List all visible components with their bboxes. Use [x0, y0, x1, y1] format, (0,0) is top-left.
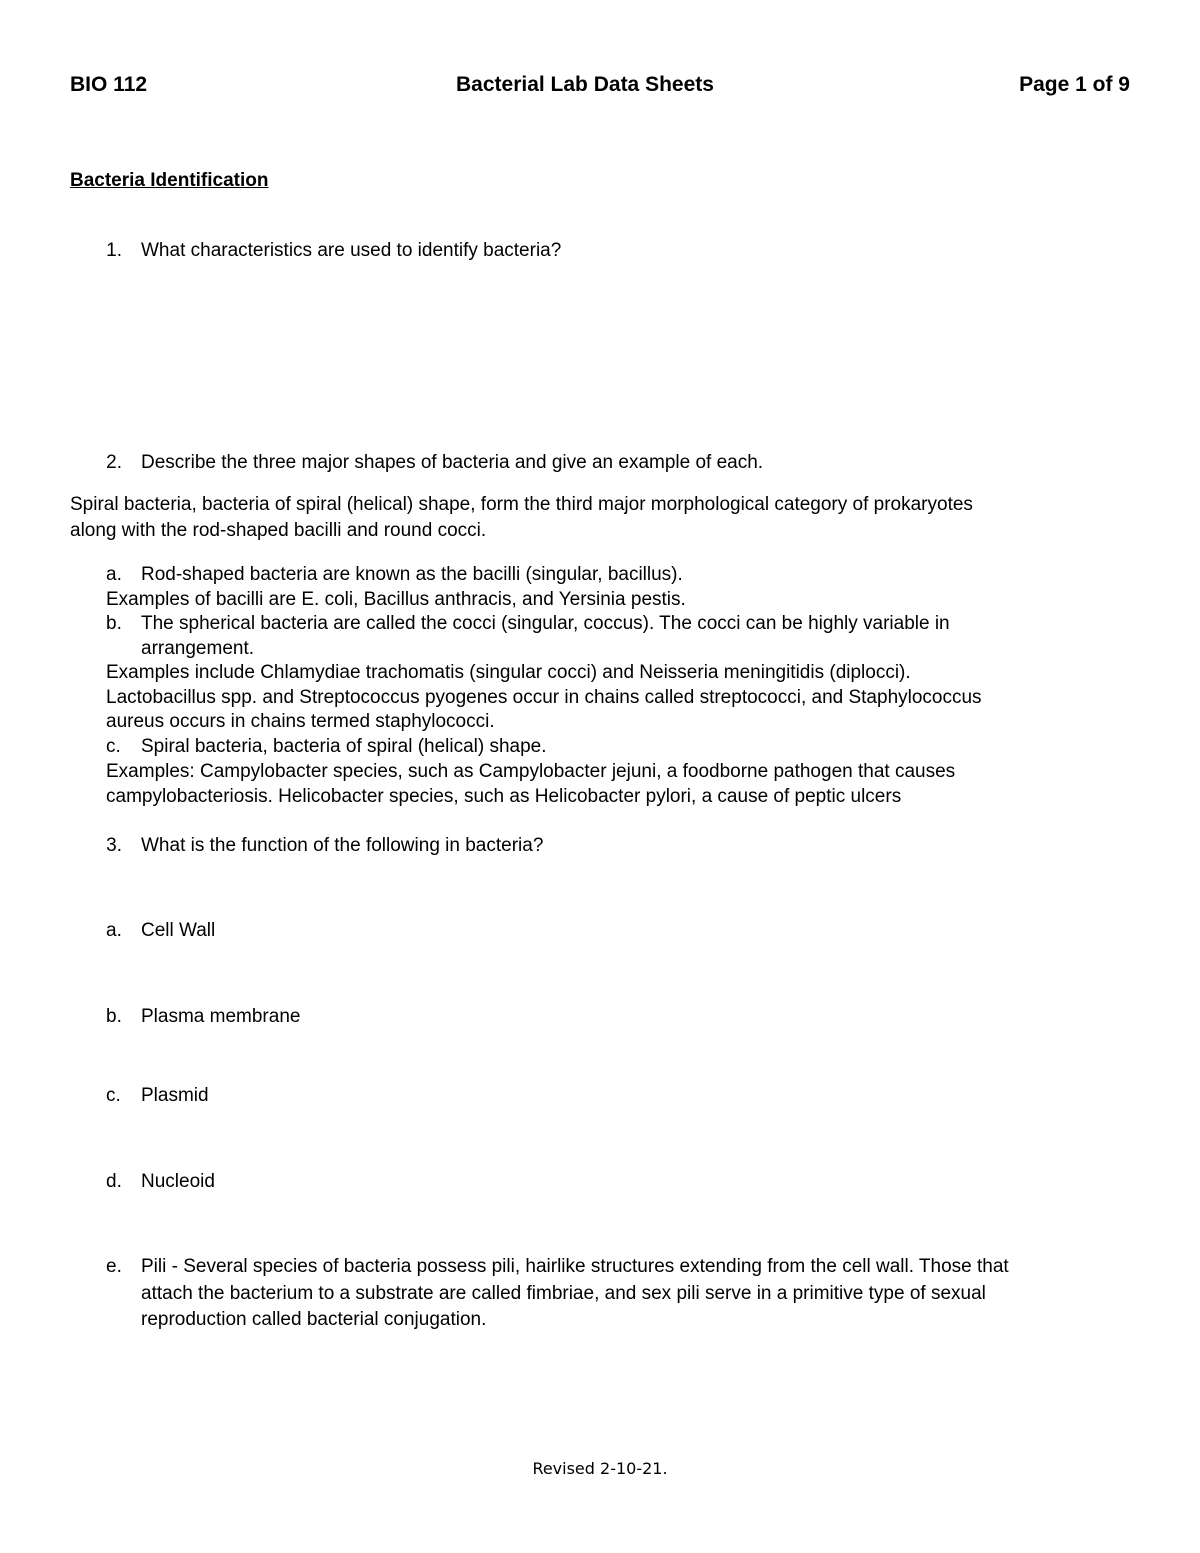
answer-2b-examples-line-3: aureus occurs in chains termed staphylococci. — [106, 711, 495, 732]
course-code: BIO 112 — [70, 73, 148, 96]
item-3d-label: d. — [106, 1171, 122, 1192]
item-3d-text: Nucleoid — [141, 1171, 215, 1192]
answer-2c-examples-line-2: campylobacteriosis. Helicobacter species, such as Helicobacter pylori, a cause of peptic ulcers — [106, 786, 902, 807]
item-3c-label: c. — [106, 1085, 121, 1106]
item-3e-line-2: attach the bacterium to a substrate are called fimbriae, and sex pili serve in a primitive type of sexual — [141, 1283, 986, 1304]
answer-2a-label: a. — [106, 564, 122, 585]
question-2 — [0, 450, 1200, 475]
question-2-number: 2. — [106, 452, 122, 473]
item-3a-text: Cell Wall — [141, 920, 216, 941]
answer-2a-examples: Examples of bacilli are E. coli, Bacillus anthracis, and Yersinia pestis. — [106, 589, 686, 610]
page-number: Page 1 of 9 — [1019, 73, 1130, 96]
item-3d — [0, 1169, 1200, 1194]
question-2-text: Describe the three major shapes of bacteria and give an example of each. — [141, 452, 764, 473]
answer-2c-examples-line-1: Examples: Campylobacter species, such as Campylobacter jejuni, a foodborne pathogen that causes — [106, 761, 956, 782]
answer-2b-examples-line-1: Examples include Chlamydiae trachomatis (singular cocci) and Neisseria meningitidis (diplocci). — [106, 662, 911, 683]
answer-2b-line-1: The spherical bacteria are called the cocci (singular, coccus). The cocci can be highly variable in — [141, 613, 950, 634]
item-3b-label: b. — [106, 1006, 122, 1027]
answer-2b-line-2: arrangement. — [141, 638, 255, 659]
revision-footer: Revised 2-10-21. — [532, 1459, 668, 1478]
answer-2c-text: Spiral bacteria, bacteria of spiral (helical) shape. — [141, 736, 547, 757]
document-title: Bacterial Lab Data Sheets — [456, 73, 714, 96]
item-3e-label: e. — [106, 1256, 122, 1277]
item-3b — [0, 1004, 1200, 1029]
item-3a-label: a. — [106, 920, 122, 941]
answer-2c — [0, 734, 1200, 759]
section-title: Bacteria Identification — [70, 170, 269, 191]
answer-2b-label: b. — [106, 613, 122, 634]
question-1-text: What characteristics are used to identify bacteria? — [141, 240, 562, 261]
question-3-text: What is the function of the following in bacteria? — [141, 835, 544, 856]
intro-line-1: Spiral bacteria, bacteria of spiral (helical) shape, form the third major morphological category of prokaryotes — [70, 494, 973, 515]
item-3e-line-1: Pili - Several species of bacteria possess pili, hairlike structures extending from the cell wall. Those that — [141, 1256, 1009, 1277]
answer-2a — [0, 562, 1200, 587]
question-1 — [0, 238, 1200, 263]
item-3a — [0, 918, 1200, 943]
item-3c — [0, 1083, 1200, 1108]
item-3e-line-3: reproduction called bacterial conjugation. — [141, 1309, 487, 1330]
question-1-number: 1. — [106, 240, 122, 261]
question-3-number: 3. — [106, 835, 122, 856]
intro-line-2: along with the rod-shaped bacilli and round cocci. — [70, 520, 487, 541]
item-3b-text: Plasma membrane — [141, 1006, 301, 1027]
item-3c-text: Plasmid — [141, 1085, 209, 1106]
answer-2c-label: c. — [106, 736, 121, 757]
answer-2b-examples-line-2: Lactobacillus spp. and Streptococcus pyogenes occur in chains called streptococci, and Staphylococcus — [106, 687, 982, 708]
answer-2b — [0, 611, 1200, 636]
item-3e — [0, 1254, 1200, 1279]
question-3 — [0, 833, 1200, 858]
answer-2a-text: Rod-shaped bacteria are known as the bacilli (singular, bacillus). — [141, 564, 683, 585]
